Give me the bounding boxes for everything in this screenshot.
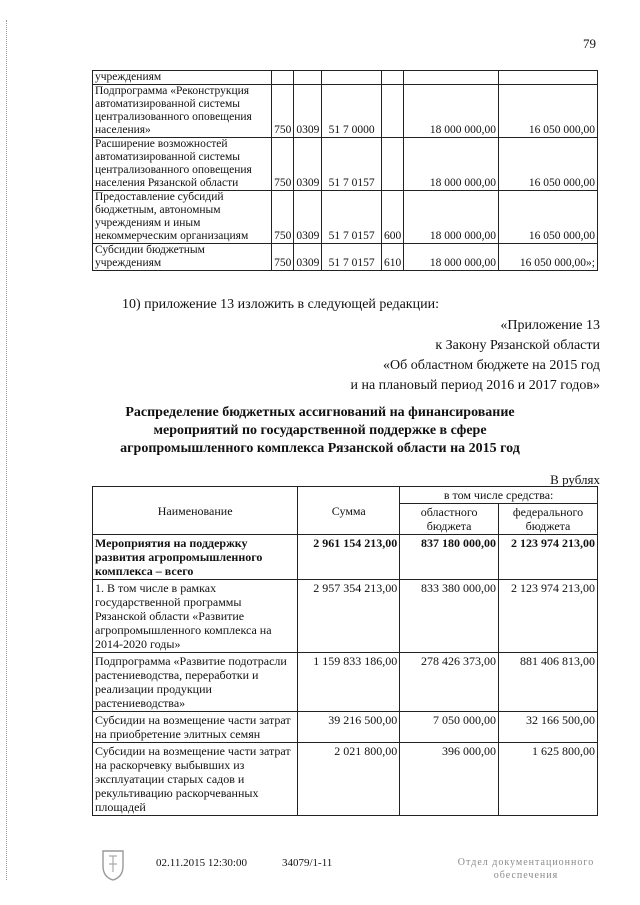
row-regional-sum: 396 000,00 — [400, 743, 499, 816]
allocation-table — [92, 486, 598, 816]
row-section-code: 0309 — [294, 138, 322, 191]
row-name: Субсидии на возмещение части затрат на приобретение элитных семян — [93, 712, 298, 743]
header-name: Наименование — [93, 487, 298, 535]
currency-unit-label: В рублях — [550, 472, 600, 487]
row-regional-sum: 833 380 000,00 — [400, 580, 499, 653]
table-row — [93, 653, 598, 712]
stamp-line: обеспечения — [493, 870, 559, 881]
footer-document-code: 34079/1-11 — [282, 857, 333, 869]
row-article-code: 51 7 0157 — [322, 244, 382, 271]
row-name: учреждениям — [93, 71, 272, 85]
coat-of-arms-icon — [98, 846, 128, 882]
department-stamp — [446, 856, 606, 882]
row-admin-code — [272, 71, 294, 85]
row-section-code: 0309 — [294, 191, 322, 244]
table-row — [93, 580, 598, 653]
table-row — [93, 712, 598, 743]
row-name: Подпрограмма «Развитие подотрасли растениеводства, переработки и реализации продукции растениеводства» — [93, 653, 298, 712]
row-expense-type — [381, 85, 403, 138]
row-name: Субсидии бюджетным учреждениям — [93, 244, 272, 271]
footer-datetime: 02.11.2015 12:30:00 — [156, 857, 247, 869]
row-section-code: 0309 — [294, 244, 322, 271]
row-sum-2015: 18 000 000,00 — [404, 244, 499, 271]
row-sum-2015 — [404, 71, 499, 85]
row-article-code: 51 7 0157 — [322, 191, 382, 244]
row-article-code: 51 7 0157 — [322, 138, 382, 191]
row-federal-sum: 2 123 974 213,00 — [499, 580, 598, 653]
row-total-sum: 2 021 800,00 — [298, 743, 400, 816]
section-heading — [60, 404, 580, 458]
row-federal-sum: 881 406 813,00 — [499, 653, 598, 712]
row-admin-code: 750 — [272, 85, 294, 138]
row-sum-2015: 18 000 000,00 — [404, 138, 499, 191]
appendix-line: и на плановый период 2016 и 2017 годов» — [350, 378, 600, 393]
row-sum-2015: 18 000 000,00 — [404, 85, 499, 138]
row-regional-sum: 278 426 373,00 — [400, 653, 499, 712]
row-expense-type — [381, 71, 403, 85]
row-admin-code: 750 — [272, 191, 294, 244]
row-name: Расширение возможностей автоматизированной системы централизованного оповещения населения Рязанской области — [93, 138, 272, 191]
row-sum-2015: 18 000 000,00 — [404, 191, 499, 244]
row-total-sum: 2 957 354 213,00 — [298, 580, 400, 653]
table-row — [93, 244, 598, 271]
table-row — [93, 535, 598, 580]
row-federal-sum: 32 166 500,00 — [499, 712, 598, 743]
row-federal-sum: 1 625 800,00 — [499, 743, 598, 816]
row-total-sum: 39 216 500,00 — [298, 712, 400, 743]
row-sum-2016: 16 050 000,00»; — [498, 244, 597, 271]
row-sum-2016 — [498, 71, 597, 85]
row-name: Субсидии на возмещение части затрат на раскорчевку выбывших из эксплуатации старых садов и рекультивацию раскорчеванных площадей — [93, 743, 298, 816]
row-expense-type: 600 — [381, 191, 403, 244]
table-row — [93, 85, 598, 138]
row-section-code: 0309 — [294, 85, 322, 138]
row-admin-code: 750 — [272, 244, 294, 271]
header-federal-budget: федерального бюджета — [499, 504, 598, 535]
row-sum-2016: 16 050 000,00 — [498, 191, 597, 244]
row-name: Мероприятия на поддержку развития агропромышленного комплекса – всего — [93, 535, 298, 580]
header-funding-group: в том числе средства: — [400, 487, 598, 504]
row-article-code: 51 7 0000 — [322, 85, 382, 138]
row-admin-code: 750 — [272, 138, 294, 191]
row-name: Предоставление субсидий бюджетным, автономным учреждениям и иным некоммерческим организациям — [93, 191, 272, 244]
header-regional-budget: областного бюджета — [400, 504, 499, 535]
appendix-line: «Приложение 13 — [500, 318, 600, 333]
budget-table-continuation — [92, 70, 598, 271]
appendix-header — [350, 316, 600, 396]
row-expense-type: 610 — [381, 244, 403, 271]
appendix-line: к Закону Рязанской области — [435, 338, 600, 353]
page-number: 79 — [583, 36, 596, 51]
table-row — [93, 191, 598, 244]
amendment-instruction: 10) приложение 13 изложить в следующей редакции: — [122, 297, 439, 312]
heading-line: агропромышленного комплекса Рязанской области на 2015 год — [120, 441, 520, 456]
appendix-line: «Об областном бюджете на 2015 год — [383, 358, 600, 373]
row-total-sum: 2 961 154 213,00 — [298, 535, 400, 580]
heading-line: мероприятий по государственной поддержке в сфере — [153, 423, 487, 438]
table-row — [93, 138, 598, 191]
header-sum: Сумма — [298, 487, 400, 535]
row-sum-2016: 16 050 000,00 — [498, 138, 597, 191]
row-article-code — [322, 71, 382, 85]
row-regional-sum: 837 180 000,00 — [400, 535, 499, 580]
row-federal-sum: 2 123 974 213,00 — [499, 535, 598, 580]
table-row — [93, 71, 598, 85]
row-sum-2016: 16 050 000,00 — [498, 85, 597, 138]
row-name: Подпрограмма «Реконструкция автоматизированной системы централизованного оповещения населения» — [93, 85, 272, 138]
table-row — [93, 743, 598, 816]
row-expense-type — [381, 138, 403, 191]
stamp-line: Отдел документационного — [457, 857, 595, 868]
row-regional-sum: 7 050 000,00 — [400, 712, 499, 743]
row-section-code — [294, 71, 322, 85]
row-total-sum: 1 159 833 186,00 — [298, 653, 400, 712]
scan-edge-divider — [6, 20, 9, 880]
heading-line: Распределение бюджетных ассигнований на финансирование — [125, 405, 515, 420]
row-name: 1. В том числе в рамках государственной программы Рязанской области «Развитие агропромышленного комплекса на 2014-2020 годы» — [93, 580, 298, 653]
